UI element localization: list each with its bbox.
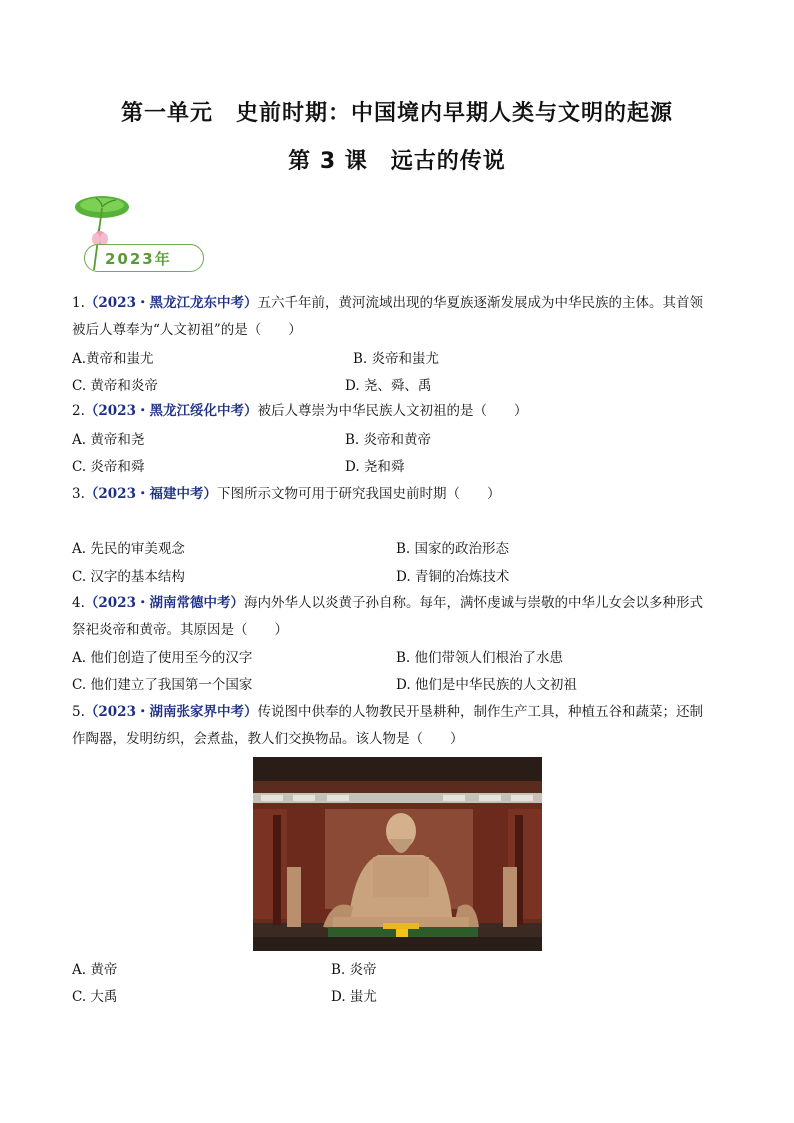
question-1: 1.（2023・黑龙江龙东中考）五六千年前，黄河流域出现的华夏族逐渐发展成为中华民族的主体。其首领 被后人尊奉为“人文初祖”的是（ ）: [72, 295, 703, 338]
question-3: 3.（2023・福建中考）下图所示文物可用于研究我国史前时期（ ）: [72, 486, 501, 502]
question-4: 4.（2023・湖南常德中考）海内外华人以炎黄子孙自称。每年，满怀虔诚与崇敬的中华儿女会以多种形式 祭祀炎帝和黄帝。其原因是（ ）: [72, 595, 703, 638]
question-source: （2023・湖南常德中考）: [84, 595, 244, 611]
q5-option-c: C. 大禹: [72, 989, 118, 1005]
q2-option-c: C. 炎帝和舜: [72, 459, 145, 475]
q1-option-d: D. 尧、舜、禹: [345, 378, 432, 394]
year-badge: [72, 192, 212, 278]
q1-option-c: C. 黄帝和炎帝: [72, 378, 158, 394]
q5-option-d: D. 蚩尤: [331, 989, 377, 1005]
q2-option-a: A. 黄帝和尧: [72, 432, 145, 448]
question-source: （2023・黑龙江龙东中考）: [84, 295, 258, 311]
lesson-title: 第 3 课 远古的传说: [288, 149, 506, 174]
q5-option-b: B. 炎帝: [331, 962, 377, 978]
question-source: （2023・黑龙江绥化中考）: [84, 403, 258, 419]
q4-option-a: A. 他们创造了使用至今的汉字: [72, 650, 253, 666]
question-5: 5.（2023・湖南张家界中考）传说图中供奉的人物教民开垦耕种，制作生产工具，种植五谷和蔬菜；还制 作陶器，发明纺织，会煮盐，教人们交换物品。该人物是（ ）: [72, 704, 703, 747]
question-source: （2023・湖南张家界中考）: [84, 704, 258, 720]
q3-option-a: A. 先民的审美观念: [72, 541, 185, 557]
question-2: 2.（2023・黑龙江绥化中考）被后人尊崇为中华民族人文初祖的是（ ）: [72, 403, 528, 419]
q1-option-a: A.黄帝和蚩尤: [72, 351, 154, 367]
q3-option-c: C. 汉字的基本结构: [72, 569, 185, 585]
statue-photo: [253, 757, 542, 951]
question-source: （2023・福建中考）: [84, 486, 217, 502]
q4-option-b: B. 他们带领人们根治了水患: [396, 650, 564, 666]
year-badge-label: 2023年: [105, 250, 172, 268]
q3-option-d: D. 青铜的冶炼技术: [396, 569, 510, 585]
q1-option-b: B. 炎帝和蚩尤: [353, 351, 440, 367]
q2-option-d: D. 尧和舜: [345, 459, 405, 475]
unit-title: 第一单元 史前时期：中国境内早期人类与文明的起源: [120, 101, 673, 126]
q4-option-c: C. 他们建立了我国第一个国家: [72, 677, 253, 693]
q4-option-d: D. 他们是中华民族的人文初祖: [396, 677, 577, 693]
q5-option-a: A. 黄帝: [72, 962, 118, 978]
q3-option-b: B. 国家的政治形态: [396, 541, 510, 557]
q2-option-b: B. 炎帝和黄帝: [345, 432, 432, 448]
